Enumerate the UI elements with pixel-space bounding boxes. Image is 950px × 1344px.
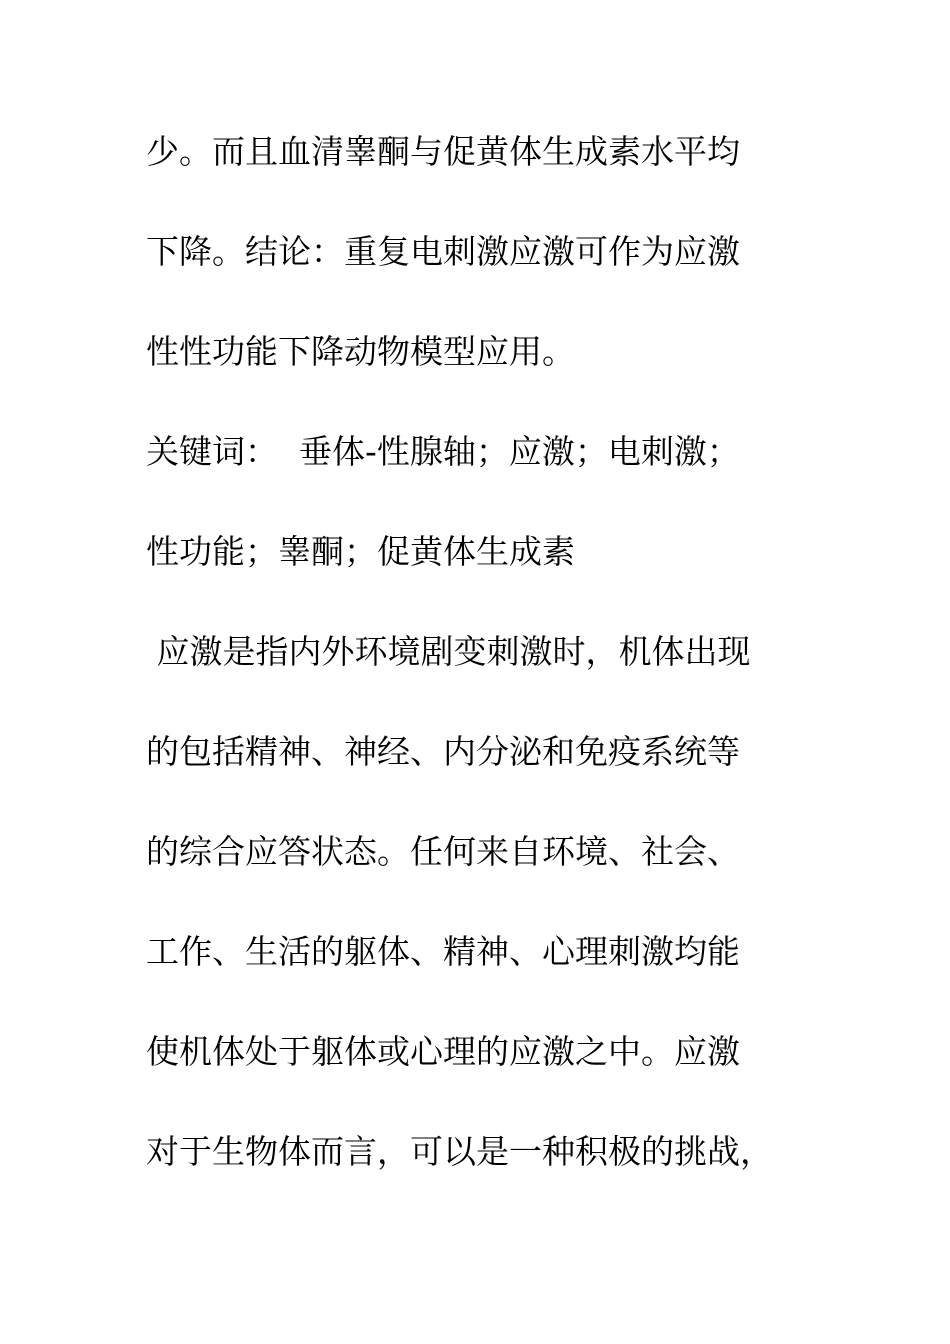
text-line: 的综合应答状态。任何来自环境、社会、 — [146, 832, 740, 871]
keywords-line: 性功能；睾酮；促黄体生成素 — [146, 532, 575, 571]
text-line: 工作、生活的躯体、精神、心理刺激均能 — [146, 932, 740, 971]
text-line: 使机体处于躯体或心理的应激之中。应激 — [146, 1032, 740, 1071]
keywords-line: 关键词： 垂体-性腺轴；应激；电刺激； — [146, 432, 740, 471]
text-line: 对于生物体而言，可以是一种积极的挑战， — [146, 1132, 773, 1171]
paragraph-start-line: 应激是指内外环境剧变刺激时，机体出现 — [146, 632, 751, 671]
text-line: 少。而且血清睾酮与促黄体生成素水平均 — [146, 132, 740, 171]
text-line: 的包括精神、神经、内分泌和免疫系统等 — [146, 732, 740, 771]
text-line: 下降。结论：重复电刺激应激可作为应激 — [146, 232, 740, 271]
text-line: 性性功能下降动物模型应用。 — [146, 332, 575, 371]
